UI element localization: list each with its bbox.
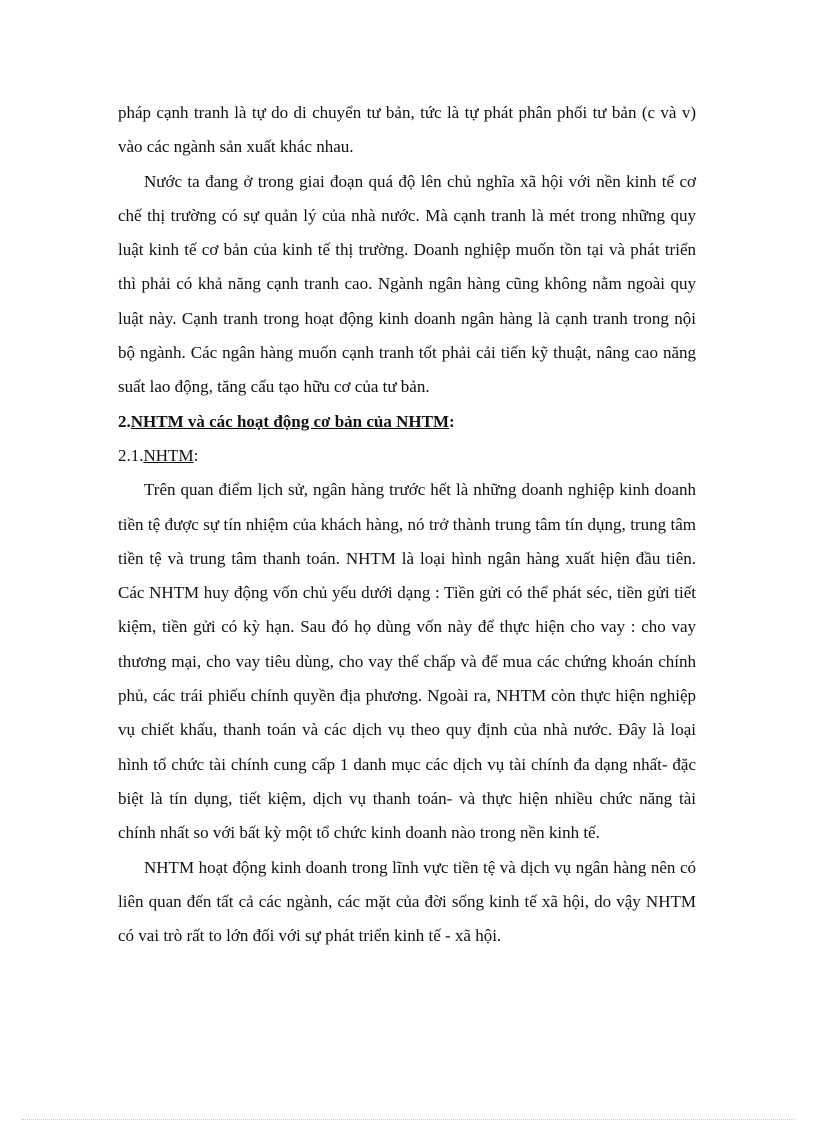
subsection-heading [118,439,696,473]
paragraph-nhtm-role: NHTM hoạt động kinh doanh trong lĩnh vực tiền tệ và dịch vụ ngân hàng nên có liên quan đến tất cả các ngành, các mặt của đời sống kinh tế xã hội, do vậy NHTM có vai trò rất to lớn đối với sự phát triển kinh tế - xã hội. [118,857,696,946]
page-bottom-border [22,1119,794,1120]
section-heading-suffix: : [449,411,455,431]
paragraph-competition: Nước ta đang ở trong giai đoạn quá độ lên chủ nghĩa xã hội với nền kinh tế cơ chế thị trường có sự quản lý của nhà nước. Mà cạnh tranh là mét trong những quy luật kinh tế cơ bản của kinh tế thị trường. Doanh nghiệp muốn tồn tại và phát triển thì phải có khả năng cạnh tranh cao. Ngành ngân hàng cũng không nằm ngoài quy luật này. Cạnh tranh trong hoạt động kinh doanh ngân hàng là cạnh tranh trong nội bộ ngành. Các ngân hàng muốn cạnh tranh tốt phải cải tiến kỹ thuật, nâng cao năng suất lao động, tăng cấu tạo hữu cơ của tư bản. [118,171,696,397]
page-body [118,96,696,953]
paragraph-nhtm-definition: Trên quan điểm lịch sử, ngân hàng trước hết là những doanh nghiệp kinh doanh tiền tệ được sự tín nhiệm của khách hàng, nó trở thành trung tâm tín dụng, trung tâm tiền tệ và trung tâm thanh toán. NHTM là loại hình ngân hàng xuất hiện đầu tiên. Các NHTM huy động vốn chủ yếu dưới dạng : Tiền gửi có thể phát séc, tiền gửi tiết kiệm, tiền gửi có kỳ hạn. Sau đó họ dùng vốn này để thực hiện cho vay : cho vay thương mại, cho vay tiêu dùng, cho vay thế chấp và để mua các chứng khoán chính phủ, các trái phiếu chính quyền địa phương. Ngoài ra, NHTM còn thực hiện nghiệp vụ chiết khấu, thanh toán và các dịch vụ theo quy định của nhà nước. Đây là loại hình tổ chức tài chính cung cấp 1 danh mục các dịch vụ tài chính đa dạng nhất- đặc biệt là tín dụng, tiết kiệm, dịch vụ thanh toán- và thực hiện nhiều chức năng tài chính nhất so với bất kỳ một tổ chức kinh doanh nào trong nền kinh tế. [118,480,696,843]
subsection-heading-suffix: : [193,445,199,465]
section-heading [118,405,696,439]
subsection-heading-number: 2.1. [118,445,144,465]
section-heading-number: 2. [118,411,131,431]
paragraph-continuation: pháp cạnh tranh là tự do di chuyển tư bản, tức là tự phát phân phối tư bản (c và v) vào các ngành sản xuất khác nhau. [118,103,696,157]
section-heading-title: NHTM và các hoạt động cơ bản của NHTM [130,411,450,431]
subsection-heading-title: NHTM [143,445,194,465]
